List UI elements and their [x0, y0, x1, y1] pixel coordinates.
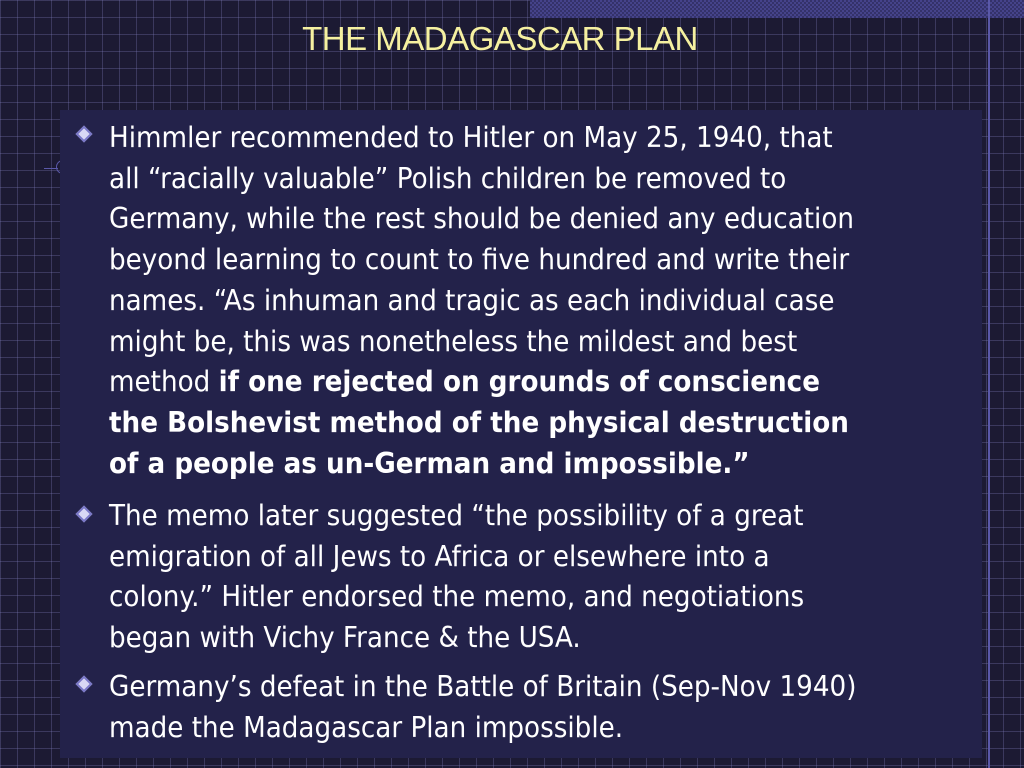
bullet-line: method if one rejected on grounds of conscience	[109, 365, 821, 399]
bullet-line: all “racially valuable” Polish children be removed to	[109, 161, 787, 195]
emphasis-text: if one rejected on grounds of conscience	[218, 365, 821, 399]
slide-title: THE MADAGASCAR PLAN	[302, 20, 698, 57]
bullet-line: made the Madagascar Plan impossible.	[109, 710, 624, 744]
bullet-line: The memo later suggested “the possibility of a great	[109, 499, 804, 532]
emphasis-text: the Bolshevist method of the physical destruction	[109, 405, 849, 439]
bullet-line: emigration of all Jews to Africa or elsewhere into a	[109, 539, 770, 573]
header-decoration-band	[530, 0, 1024, 18]
bullet-line	[109, 444, 909, 485]
bullet-line: Himmler recommended to Hitler on May 25, 1940, that	[109, 121, 833, 154]
bullet-line: beyond learning to count to five hundred and write their	[109, 243, 850, 277]
emphasis-text: of a people as un-German and impossible.”	[109, 446, 750, 480]
bullet-line: began with Vichy France & the USA.	[109, 621, 581, 655]
bullet-line: Germany’s defeat in the Battle of Britain (Sep-Nov 1940)	[109, 670, 857, 703]
bullet-line: names. “As inhuman and tragic as each individual case	[109, 283, 835, 317]
bullet-line: Germany, while the rest should be denied any education	[109, 202, 854, 236]
bullet-line: colony.” Hitler endorsed the memo, and negotiations	[109, 580, 805, 614]
bullet-paragraph-3	[109, 667, 909, 748]
bullet-paragraph-1	[109, 118, 909, 484]
bullet-line	[109, 403, 909, 444]
right-vertical-rule	[988, 0, 990, 768]
bullet-paragraph-2	[109, 496, 909, 659]
bullet-line: might be, this was nonetheless the mildest and best	[109, 324, 798, 358]
